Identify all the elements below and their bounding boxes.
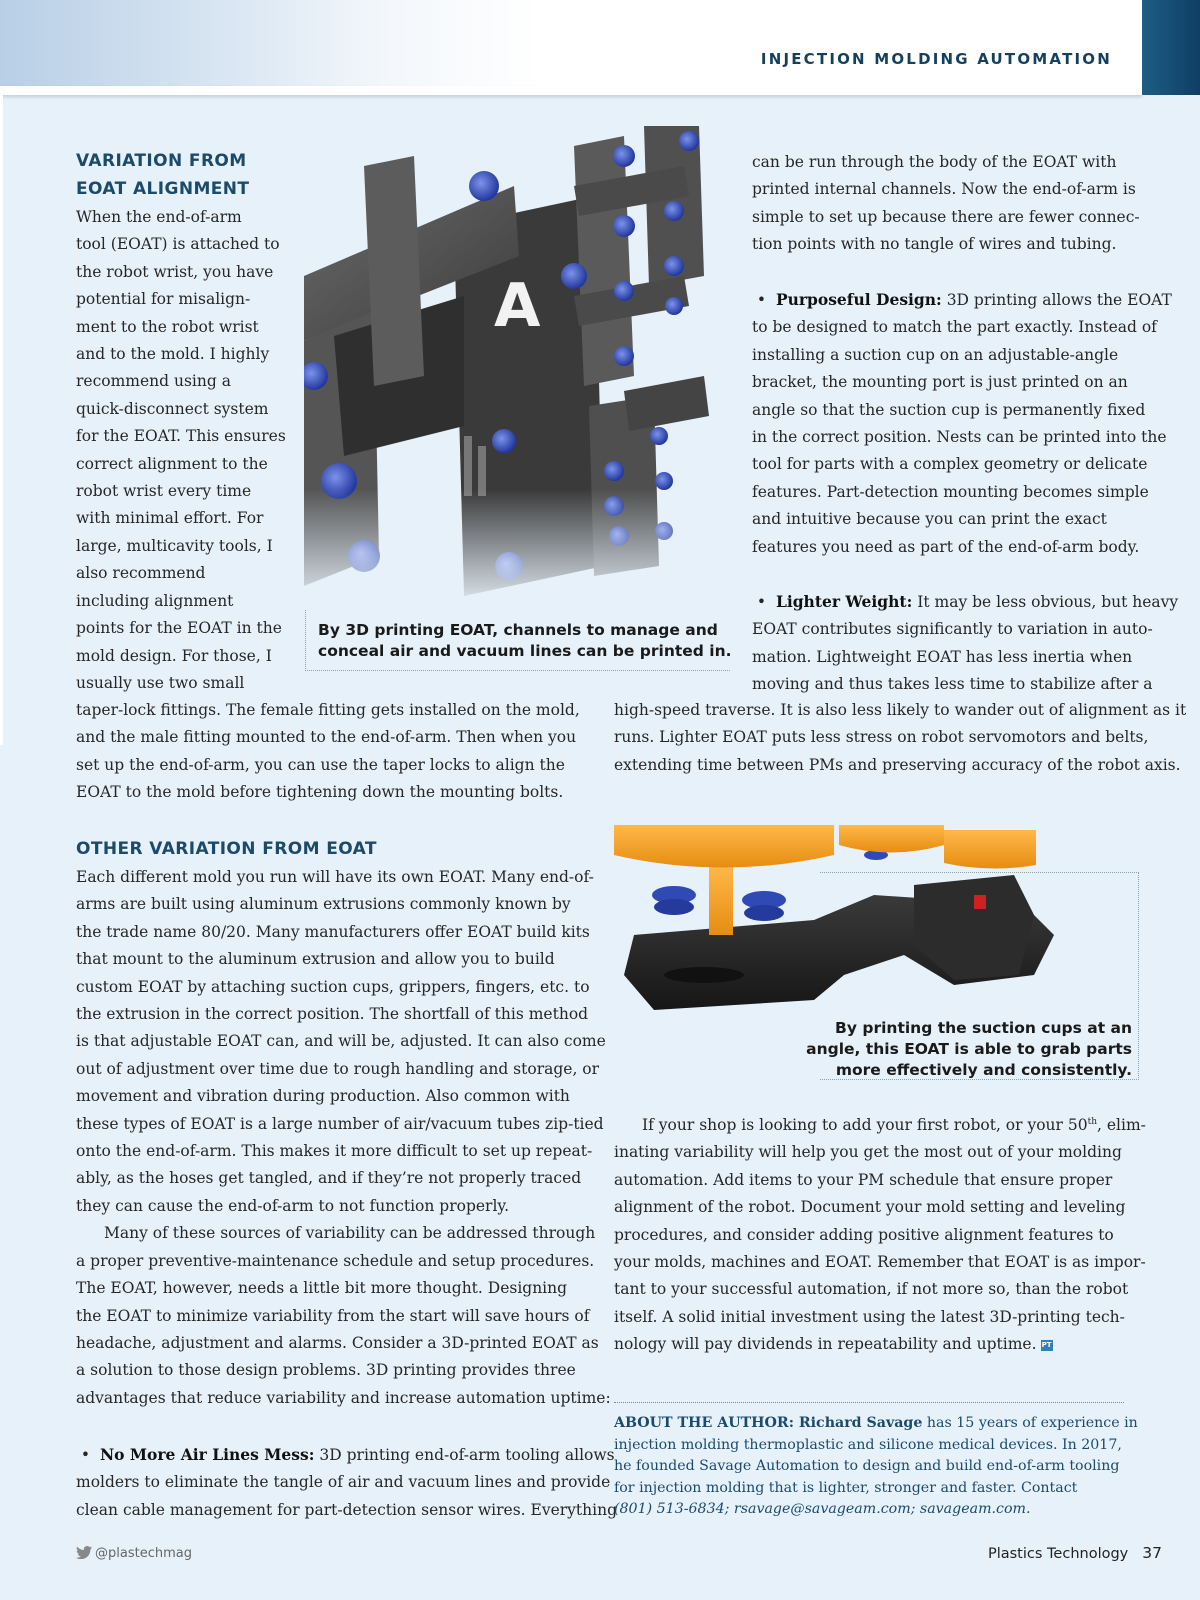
text-line: onto the end-of-arm. This makes it more difficult to set up repeat-	[76, 1142, 593, 1161]
text-line	[614, 1331, 1146, 1358]
text-line: runs. Lighter EOAT puts less stress on robot servomotors and belts,	[614, 728, 1149, 747]
text-line: clean cable management for part-detection sensor wires. Everything	[76, 1500, 618, 1519]
text-line: custom EOAT by attaching suction cups, grippers, fingers, etc. to	[76, 977, 590, 996]
text-line: inating variability will help you get the most out of your molding	[614, 1143, 1122, 1162]
about-contact: (801) 513-6834; rsavage@savageam.com; savageam.com.	[614, 1501, 1031, 1517]
text-line: high-speed traverse. It is also less likely to wander out of alignment as it	[614, 701, 1187, 719]
text-line: • Lighter Weight: It may be less obvious, but heavy	[752, 592, 1179, 611]
about-the-author	[614, 1413, 1138, 1521]
heading-line: VARIATION FROM	[76, 151, 247, 171]
text-line: for the EOAT. This ensures	[76, 427, 286, 446]
text-line: potential for misalign-	[76, 290, 251, 309]
bullet-label: No More Air Lines Mess:	[99, 1445, 315, 1464]
text-line: quick-disconnect system	[76, 399, 269, 418]
text-line: Each different mold you run will have its own EOAT. Many end-of-	[76, 868, 594, 886]
text-line: headache, adjustment and alarms. Consider a 3D-printed EOAT as	[76, 1333, 599, 1352]
text-line: usually use two small	[76, 673, 245, 692]
header-strip	[0, 86, 1142, 95]
paragraph-air-lines-continued	[752, 149, 1140, 259]
text-line: tant to your successful automation, if not more so, than the robot	[614, 1280, 1129, 1299]
text-line: itself. A solid initial investment using the latest 3D-printing tech-	[614, 1307, 1125, 1326]
text-line: installing a suction cup on an adjustable-angle	[752, 345, 1119, 364]
text-line: they can cause the end-of-arm to not function properly.	[76, 1196, 510, 1215]
text-line: moving and thus takes less time to stabilize after a	[752, 675, 1153, 694]
text-line	[614, 1413, 1138, 1435]
text-line: movement and vibration during production. Also common with	[76, 1087, 570, 1106]
text-line: including alignment	[76, 591, 234, 610]
text-line: points for the EOAT in the	[76, 619, 282, 638]
about-text: has 15 years of experience in	[922, 1415, 1138, 1431]
about-divider	[614, 1402, 1124, 1403]
text-line: features. Part-detection mounting becomes simple	[752, 482, 1149, 501]
text-line: injection molding thermoplastic and silicone medical devices. In 2017,	[614, 1436, 1122, 1453]
header-band	[0, 0, 1200, 95]
text-line: correct alignment to the	[76, 454, 268, 473]
paragraph-alignment-narrow	[76, 204, 286, 697]
text-line: alignment of the robot. Document your mold setting and leveling	[614, 1198, 1126, 1217]
text-line: tool for parts with a complex geometry or delicate	[752, 455, 1148, 474]
text-line: that mount to the aluminum extrusion and allow you to build	[76, 950, 555, 969]
eoat-3d-printed-photo	[304, 126, 716, 610]
text-line: • No More Air Lines Mess: 3D printing end-of-arm tooling allows	[76, 1445, 615, 1464]
text-line: molders to eliminate the tangle of air and vacuum lines and provide	[76, 1473, 611, 1492]
text-line: mold design. For those, I	[76, 646, 272, 665]
text-line: When the end-of-arm	[76, 208, 242, 226]
text-line: arms are built using aluminum extrusions commonly known by	[76, 895, 571, 914]
text-line: advantages that reduce variability and increase automation uptime:	[76, 1388, 611, 1407]
text-line: The EOAT, however, needs a little bit more thought. Designing	[76, 1279, 568, 1298]
caption-line: angle, this EOAT is able to grab parts	[806, 1040, 1132, 1058]
twitter-bird-icon	[76, 1546, 92, 1559]
paragraph-alignment-wide	[76, 697, 580, 807]
text-line: out of adjustment over time due to rough handling and storage, or	[76, 1059, 600, 1078]
text-line: recommend using a	[76, 372, 231, 391]
footer-social	[76, 1546, 192, 1561]
magazine-name: Plastics Technology	[987, 1546, 1129, 1562]
text-line: ably, as the hoses get tangled, and if they’re not properly traced	[76, 1169, 582, 1188]
paragraph-lighter-weight-wide	[614, 697, 1186, 779]
text-line: EOAT to the mold before tightening down the mounting bolts.	[76, 783, 564, 802]
twitter-handle[interactable]: @plastechmag	[95, 1546, 192, 1561]
caption-line: By printing the suction cups at an	[835, 1019, 1132, 1037]
caption-line: By 3D printing EOAT, channels to manage and	[318, 621, 718, 639]
text-line: the extrusion in the correct position. The shortfall of this method	[76, 1005, 589, 1024]
text-line: set up the end-of-arm, you can use the taper locks to align the	[76, 755, 565, 774]
header-accent-block	[1142, 0, 1200, 95]
text-line: large, multicavity tools, I	[76, 536, 273, 555]
text-line: is that adjustable EOAT can, and will be, adjusted. It can also come	[76, 1032, 606, 1051]
text-line: EOAT contributes significantly to variation in auto-	[752, 620, 1153, 639]
heading-other-variation: OTHER VARIATION FROM EOAT	[76, 839, 377, 859]
text-line: procedures, and consider adding positive alignment features to	[614, 1225, 1114, 1244]
text-line: Many of these sources of variability can be addressed through	[104, 1224, 596, 1243]
caption-line: conceal air and vacuum lines can be printed in.	[318, 642, 732, 660]
bullet-text: It may be less obvious, but heavy	[912, 593, 1179, 611]
text-line: these types of EOAT is a large number of air/vacuum tubes zip-tied	[76, 1114, 604, 1133]
bullet-text: 3D printing allows the EOAT	[941, 291, 1172, 309]
text-line: features you need as part of the end-of-arm body.	[752, 537, 1140, 556]
text-line: the trade name 80/20. Many manufacturers offer EOAT build kits	[76, 922, 590, 941]
text-line: tion points with no tangle of wires and tubing.	[752, 235, 1117, 254]
text-line: for injection molding that is lighter, stronger and faster. Contact	[614, 1479, 1078, 1496]
pt-end-mark-icon: PT	[1041, 1341, 1052, 1350]
about-lead: ABOUT THE AUTHOR: Richard Savage	[614, 1415, 923, 1431]
text-line: • Purposeful Design: 3D printing allows the EOAT	[752, 290, 1172, 309]
paragraph-other-variation	[76, 864, 611, 1412]
closing-text: nology will pay dividends in repeatability and uptime.	[614, 1335, 1037, 1354]
text-line	[614, 1112, 1146, 1139]
left-rule	[0, 95, 3, 745]
text-line: ment to the robot wrist	[76, 317, 259, 336]
text-line: he founded Savage Automation to design and build end-of-arm tooling	[614, 1458, 1120, 1474]
bullet-purposeful-design	[752, 286, 1172, 561]
bullet-air-lines	[76, 1441, 617, 1524]
section-title: INJECTION MOLDING AUTOMATION	[760, 50, 1112, 68]
bullet-label: Purposeful Design:	[775, 290, 942, 309]
footer-publication	[988, 1544, 1162, 1562]
heading-eoat-alignment	[76, 147, 249, 203]
text-line: extending time between PMs and preserving accuracy of the robot axis.	[614, 755, 1181, 774]
text-line: in the correct position. Nests can be printed into the	[752, 428, 1167, 447]
text-line: with minimal effort. For	[76, 509, 264, 528]
text-line: tool (EOAT) is attached to	[76, 235, 280, 254]
text-line: printed internal channels. Now the end-of-arm is	[752, 180, 1136, 199]
bullet-label: Lighter Weight:	[775, 592, 913, 611]
text-line: the EOAT to minimize variability from the start will save hours of	[76, 1306, 590, 1325]
text-line: and the male fitting mounted to the end-of-arm. Then when you	[76, 728, 577, 747]
text-line: angle so that the suction cup is permanently fixed	[752, 400, 1146, 419]
bullet-lighter-weight	[752, 588, 1178, 699]
closing-text: If your shop is looking to add your first robot, or your 50	[642, 1116, 1088, 1134]
text-line: simple to set up because there are fewer connec-	[752, 207, 1140, 226]
text-line: bracket, the mounting port is just printed on an	[752, 373, 1128, 392]
closing-text: , elim-	[1097, 1116, 1146, 1134]
text-line: mation. Lightweight EOAT has less inertia when	[752, 647, 1133, 666]
ordinal-suffix: th	[1087, 1116, 1098, 1127]
text-line: robot wrist every time	[76, 482, 252, 501]
text-line: a proper preventive-maintenance schedule and setup procedures.	[76, 1251, 595, 1270]
text-line	[614, 1499, 1138, 1521]
text-line: can be run through the body of the EOAT with	[752, 153, 1117, 171]
text-line: taper-lock fittings. The female fitting gets installed on the mold,	[76, 701, 580, 719]
text-line: to be designed to match the part exactly. Instead of	[752, 318, 1157, 337]
text-line: your molds, machines and EOAT. Remember that EOAT is as impor-	[614, 1253, 1146, 1272]
text-line: the robot wrist, you have	[76, 262, 274, 281]
heading-line: EOAT ALIGNMENT	[76, 179, 250, 199]
page-number: 37	[1142, 1544, 1162, 1562]
figure1-caption	[318, 620, 732, 662]
bullet-text: 3D printing end-of-arm tooling allows	[314, 1446, 615, 1464]
text-line: and to the mold. I highly	[76, 345, 270, 364]
text-line: also recommend	[76, 564, 206, 583]
paragraph-closing	[614, 1112, 1146, 1359]
caption-line: more effectively and consistently.	[835, 1061, 1132, 1079]
text-line: and intuitive because you can print the exact	[752, 510, 1107, 529]
text-line: automation. Add items to your PM schedule that ensure proper	[614, 1170, 1113, 1189]
figure2-caption	[806, 1018, 1132, 1081]
text-line: a solution to those design problems. 3D printing provides three	[76, 1361, 576, 1380]
